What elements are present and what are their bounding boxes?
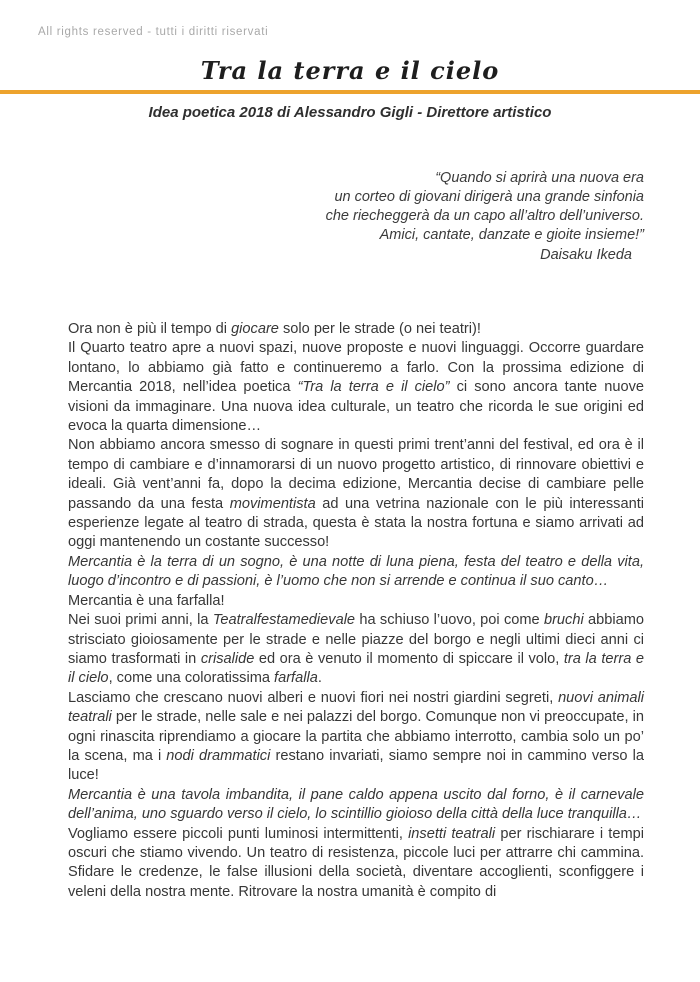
text-run: solo per le strade (o nei teatri)! [278,321,481,337]
italic-run: Mercantia è la terra di un sogno, è una notte di luna piena, festa del teatro e della vita, luogo d’incontro e di passioni, è l’uomo che non si arrende e continua il suo canto… [68,553,644,590]
text-run: Vogliamo essere piccoli punti luminosi intermittenti, [68,825,409,842]
text-run: restano invariati, siamo sempre noi in cammino verso la luce! [68,747,644,784]
body-paragraph [68,611,644,689]
text-run: abbiamo strisciato gioiosamente per le strade e nelle piazze del borgo e negli ultimi dieci anni ci siamo trasformati in [68,612,644,667]
rights-notice: All rights reserved - tutti i diritti riservati [38,26,269,38]
text-run: Il Quarto teatro apre a nuovi spazi, nuove proposte e nuovi linguaggi. Occorre guardare lontano, lo abbiamo già fatto e continueremo a farlo. Con la prossima edizione di Mercantia 2018, nell’idea poetica [68,340,644,396]
text-run: per rischiarare i tempi oscuri che stiamo vivendo. Un teatro di resistenza, piccole luci per attrarre chi cammina. Sfidare le credenze, le false illusioni della società, diventare accoglienti, sconfiggere i veleni della nostra mente. Ritrovare la nostra umanità è compito di [68,825,644,900]
text-run: Mercantia è una farfalla! [68,592,225,609]
italic-run: tra la terra e il cielo [68,650,644,687]
body-paragraph [68,436,644,552]
text-run: Non abbiamo ancora smesso di sognare in questi primi trent’anni del festival, ed ora è il tempo di cambiare e d’innamorarsi di un nuovo progetto artistico, di rinnovare obiettivi e ideali. Già vent’anni fa, dopo la decima edizione, Mercantia decise di cambiare pelle passando da una festa [68,437,644,512]
italic-run: nuovi animali teatrali [68,689,644,726]
italic-run: insetti teatrali [408,825,496,842]
italic-run: movimentista [229,495,316,512]
body-paragraph [68,825,644,903]
italic-run: giocare [231,321,279,337]
body-paragraph [68,786,644,825]
text-run: per le strade, nelle sale e nei palazzi del borgo. Comunque non vi preoccupate, in ogni rinascita riprendiamo a giocare la partita che abbiamo interrotto, cambia solo un po’ la scena, ma i [68,709,644,764]
quote-line: che riecheggerà da un capo all’altro dell’universo. [325,208,644,224]
text-run: Lasciamo che crescano nuovi alberi e nuovi fiori nei nostri giardini segreti, [68,689,559,706]
body-text [68,320,644,902]
accent-divider [0,90,700,94]
epigraph-quote [68,169,644,265]
text-run: . [317,670,322,687]
text-run: Ora non è più il tempo di [68,321,232,337]
text-run: Nei suoi primi anni, la [68,612,213,629]
text-run: ci sono ancora tante nuove visioni da immaginare. Una nuova idea culturale, un teatro che ricorda le sue origini ed evoca la quarta dimensione… [68,379,644,435]
body-paragraph [68,339,644,436]
quote-line: “Quando si aprirà una nuova era [435,170,644,186]
italic-run: “Tra la terra e il cielo” [297,379,450,396]
body-paragraph [68,592,644,611]
italic-run: crisalide [200,650,255,667]
text-run: ad una vetrina nazionale con le più interessanti esperienze legate al teatro di strada, questa è stata la nostra fortuna e siamo arrivati ad oggi mantenendo un costante successo! [68,495,644,551]
page-title: Tra la terra e il cielo [200,56,500,85]
quote-author: Daisaku Ikeda [540,247,632,263]
text-run: ed ora è venuto il momento di spiccare il volo, [254,650,564,667]
text-run: ha schiuso l’uovo, poi come [355,612,544,629]
quote-line: un corteo di giovani dirigerà una grande sinfonia [334,189,644,205]
body-paragraph [68,553,644,592]
body-paragraph [68,689,644,786]
body-paragraph [68,320,644,339]
italic-run: nodi drammatici [166,747,271,764]
italic-run: Teatralfestamedievale [212,612,356,629]
italic-run: Mercantia è una tavola imbandita, il pane caldo appena uscito dal forno, è il carnevale dell’anima, uno sguardo verso il cielo, lo scintillio gioioso della città della luce tranquilla… [68,786,644,823]
italic-run: bruchi [543,612,584,629]
text-run: , come una coloratissima [108,670,275,687]
quote-line: Amici, cantate, danzate e gioite insieme!” [379,227,644,243]
italic-run: farfalla [274,670,318,687]
page-subtitle: Idea poetica 2018 di Alessandro Gigli - Direttore artistico [148,104,552,121]
